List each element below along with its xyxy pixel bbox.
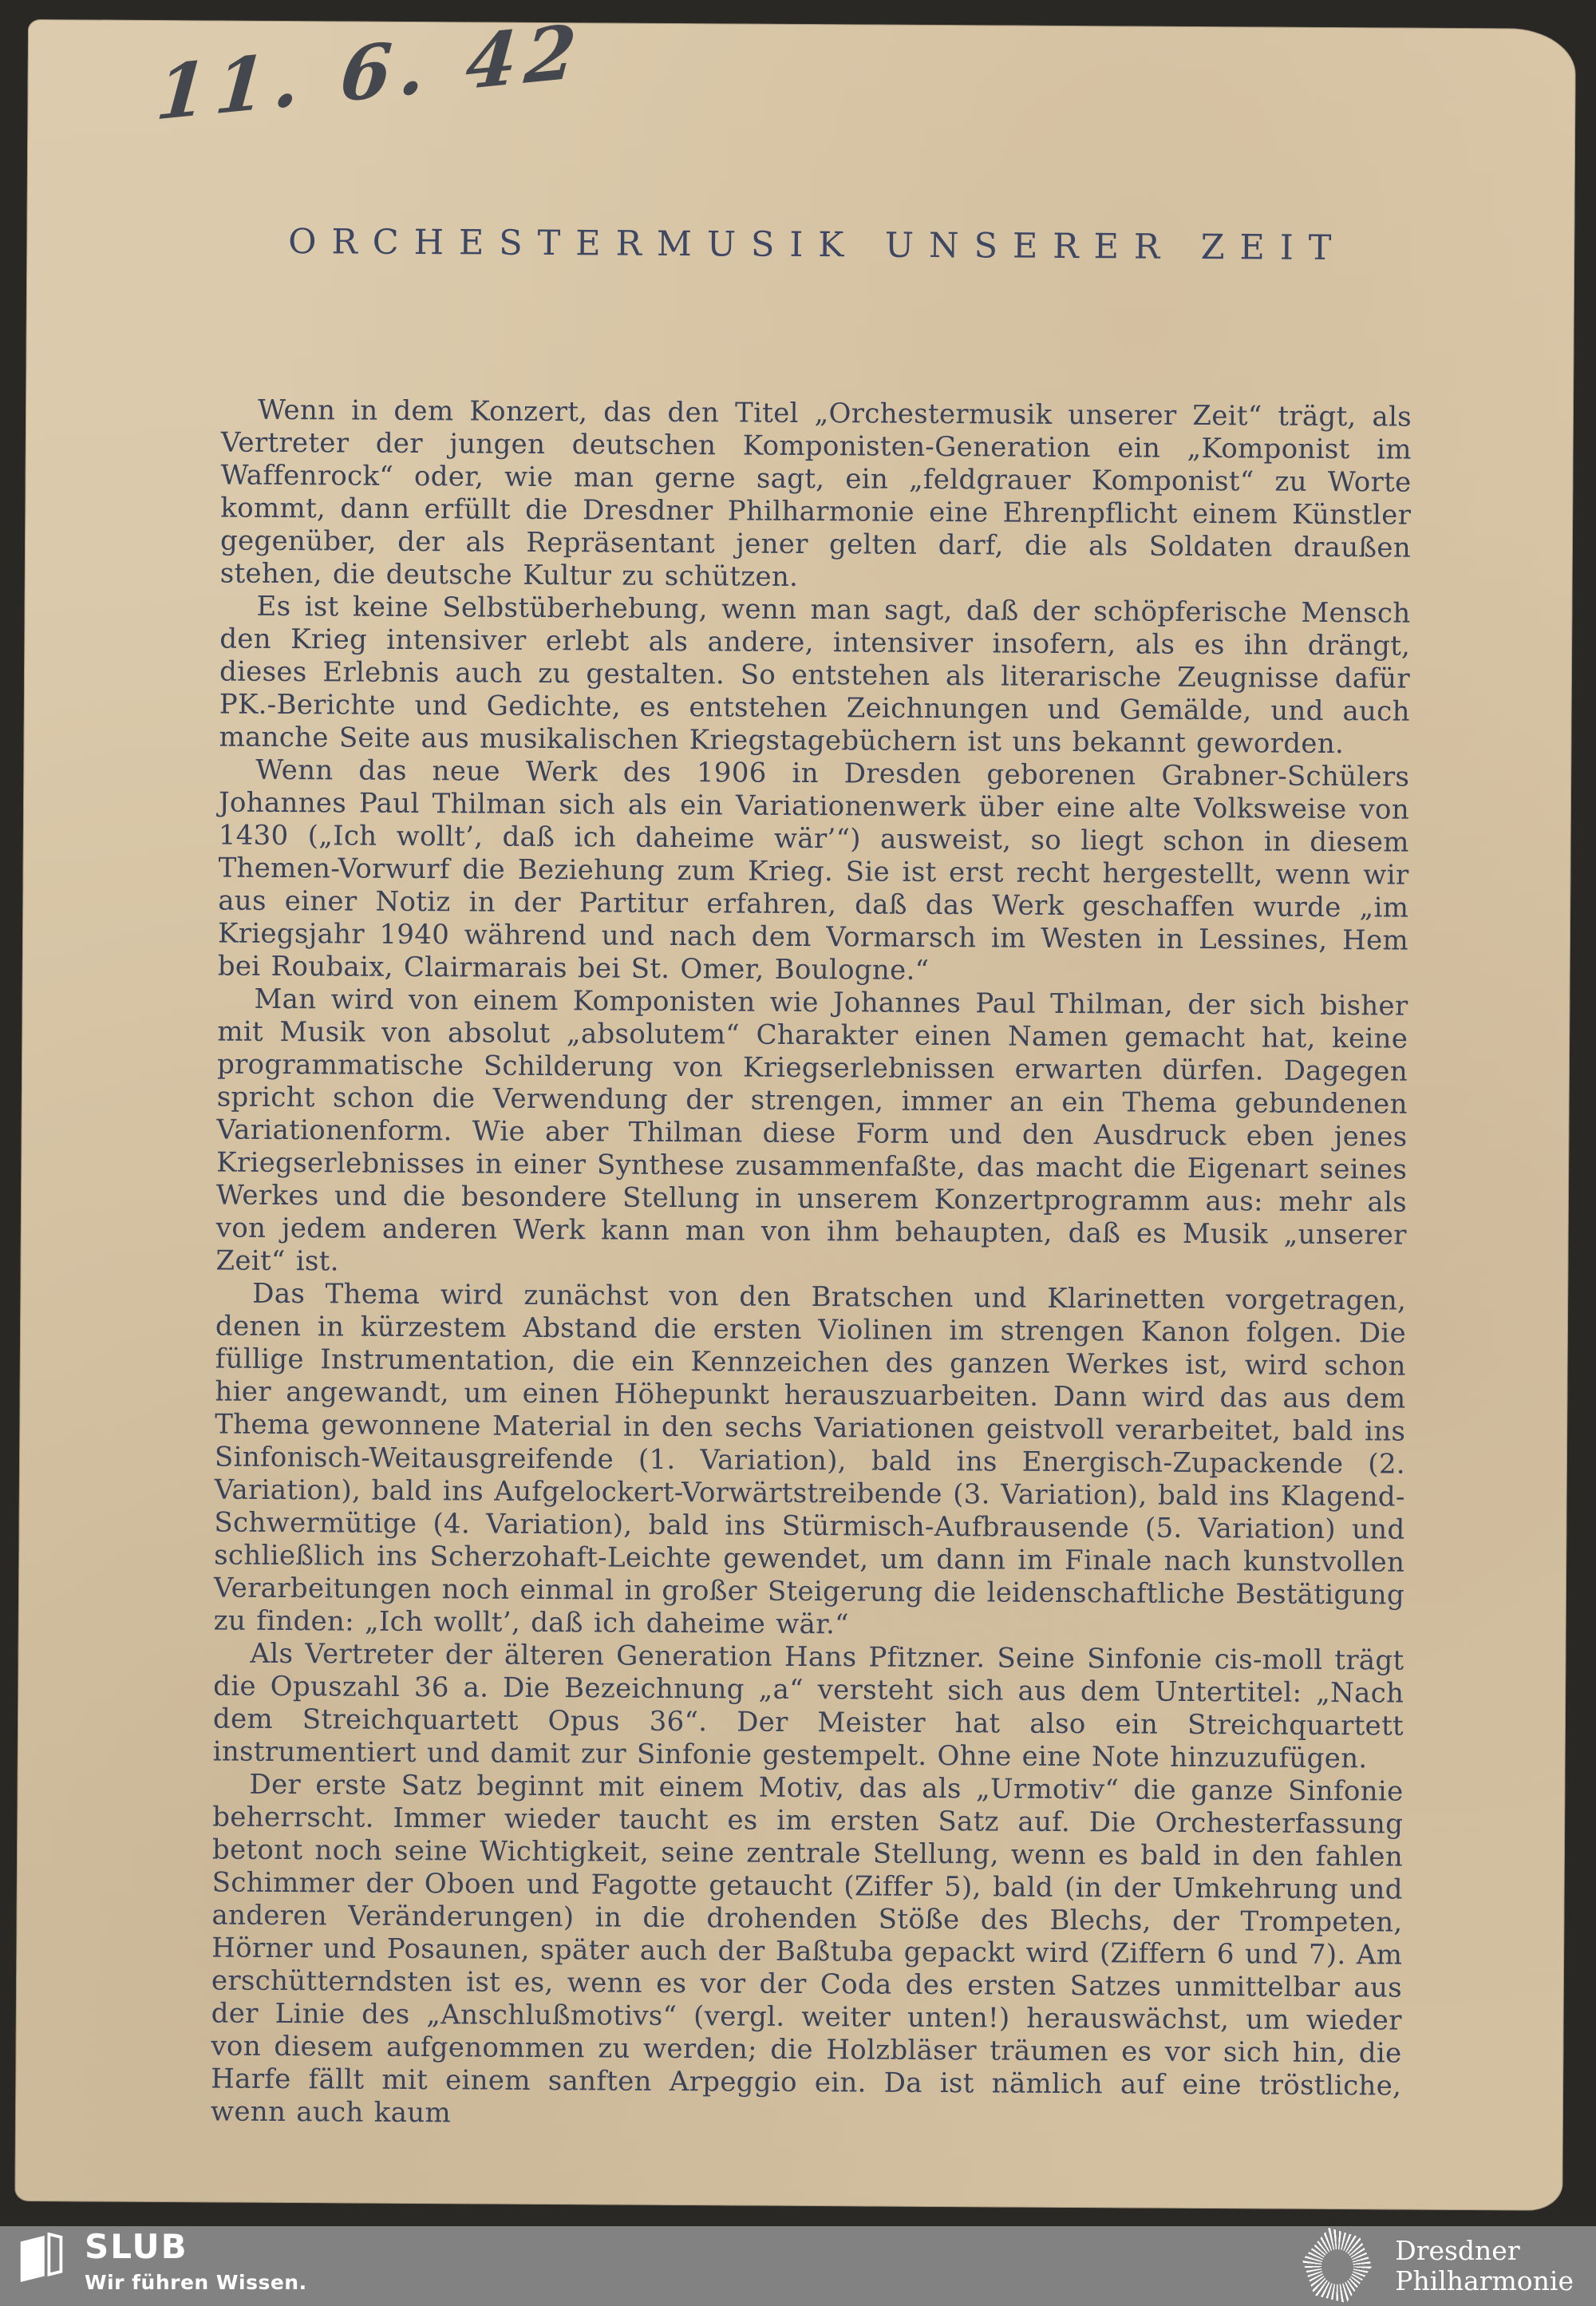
page-title: ORCHESTERMUSIK UNSERER ZEIT (288, 221, 1347, 269)
paragraph-6: Als Vertreter der älteren Generation Hans Pfitzner. Seine Sinfonie cis-moll trägt die Opuszahl 36 a. Die Bezeichnung „a“ versteht sich aus dem Untertitel: „Nach dem Streichquartett Opus 36“. Der Meister hat also ein Streichquartett instrumentiert und damit zur Sinfonie gestempelt. Ohne eine Note hinzuzufügen. (212, 1637, 1404, 1775)
paragraph-3: Wenn das neue Werk des 1906 in Dresden geborenen Grabner-Schülers Johannes Paul Thilman sich als ein Variationenwerk über eine alte Volksweise von 1430 („Ich wollt’, daß ich daheime wär’“) ausweist, so liegt schon in diesem Themen-Vorwurf die Beziehung zum Krieg. Sie ist erst recht hergestellt, wenn wir aus einer Notiz in der Partitur erfahren, daß das Werk geschaffen wurde „im Kriegsjahr 1940 während und nach dem Vormarsch im Westen in Lessines, Hem bei Roubaix, Clairmarais bei St. Omer, Boulogne.“ (217, 754, 1410, 987)
paragraph-4: Man wird von einem Komponisten wie Johannes Paul Thilman, der sich bisher mit Musik von absolut „absolutem“ Charakter einen Namen gemacht hat, keine programmatische Schilderung von Kriegserlebnissen erwarten dürfen. Dagegen spricht schon die Verwendung der strengen, immer an ein Thema gebundenen Variationenform. Wie aber Thilman diese Form und den Ausdruck eben jenes Kriegserlebnisses in einer Synthese zusammenfaßte, das macht die Eigenart seines Werkes und die besondere Stellung in unserem Konzertprogramm aus: mehr als von jedem anderen Werk kann man von ihm behaupten, daß es Musik „unserer Zeit“ ist. (215, 983, 1408, 1278)
philharmonie-sunburst-icon (1301, 2228, 1374, 2304)
paragraph-1: Wenn in dem Konzert, das den Titel „Orchestermusik unserer Zeit“ trägt, als Vertreter der jungen deutschen Komponisten-Generation ein „Komponist im Waffenrock“ oder, wie man gerne sagt, ein „feldgrauer Komponist“ zu Worte kommt, dann erfüllt die Dresdner Philharmonie eine Ehrenpflicht einem Künstler gegenüber, der als Repräsentant jener gelten darf, die als Soldaten draußen stehen, die deutsche Kultur zu schützen. (219, 394, 1412, 593)
document-page (14, 7, 1576, 2211)
slub-book-icon (18, 2233, 65, 2284)
article-body (211, 394, 1412, 2135)
paragraph-5: Das Thema wird zunächst von den Bratschen und Klarinetten vorgetragen, denen in kürzestem Abstand die ersten Violinen im strengen Kanon folgen. Die füllige Instrumentation, die ein Kennzeichen des ganzen Werkes ist, wird schon hier angewandt, um einen Höhepunkt herauszuarbeiten. Dann wird das aus dem Thema gewonnene Material in den sechs Variationen geistvoll verarbeitet, bald ins Sinfonisch-Weitausgreifende (1. Variation), bald ins Energisch-Zupackende (2. Variation), bald ins Aufgelockert-Vorwärtstreibende (3. Variation), bald ins Klagend-Schwermütige (4. Variation), bald ins Stürmisch-Aufbrausende (5. Variation) und schließlich ins Scherzohaft-Leichte gewendet, um dann im Finale nach kunstvollen Verarbeitungen noch einmal in großer Steigerung die leidenschaftliche Bestätigung zu finden: „Ich wollt’, daß ich daheime wär.“ (213, 1277, 1407, 1641)
handwritten-date: 11. 6. 42 (152, 7, 587, 137)
slub-tagline: Wir führen Wissen. (85, 2271, 307, 2294)
paragraph-7: Der erste Satz beginnt mit einem Motiv, das als „Urmotiv“ die ganze Sinfonie beherrscht. Immer wieder taucht es im ersten Satz auf. Die Orchesterfassung betont noch seine Wichtigkeit, seine zentrale Stellung, wenn es bald in den fahlen Schimmer der Oboen und Fagotte getaucht (Ziffer 5), bald (in der Umkehrung und anderen Veränderungen) in die drohenden Stöße des Blechs, der Trompeten, Hörner und Posaunen, später auch der Baßtuba gepackt wird (Ziffern 6 und 7). Am erschütterndsten ist es, wenn es vor der Coda des ersten Satzes unmittelbar aus der Linie des „Anschlußmotivs“ (vergl. weiter unten!) herauswächst, um wieder von diesem aufgenommen zu werden; die Holzbläser träumen es vor sich hin, die Harfe fällt mit einem sanften Arpeggio ein. Da ist nämlich auf eine tröstliche, wenn auch kaum (210, 1768, 1404, 2130)
philharmonie-wordmark-line1: Dresdner (1395, 2235, 1520, 2266)
philharmonie-wordmark (1395, 2236, 1574, 2296)
slub-brand[interactable] (18, 2229, 307, 2294)
philharmonie-wordmark-line2: Philharmonie (1395, 2265, 1574, 2296)
slub-wordmark: SLUB (85, 2227, 188, 2266)
paragraph-2: Es ist keine Selbstüberhebung, wenn man sagt, daß der schöpferische Mensch den Krieg intensiver erlebt als andere, intensiver insofern, als es ihn drängt, dieses Erlebnis auch zu gestalten. So entstehen als literarische Zeugnisse dafür PK.-Berichte und Gedichte, es entstehen Zeichnungen und Gemälde, und auch manche Seite aus musikalischen Kriegstagebüchern ist uns bekannt geworden. (219, 590, 1411, 761)
dresdner-philharmonie-brand[interactable] (1301, 2228, 1574, 2304)
slub-text-block (85, 2229, 307, 2294)
viewer-footer (0, 2226, 1596, 2306)
